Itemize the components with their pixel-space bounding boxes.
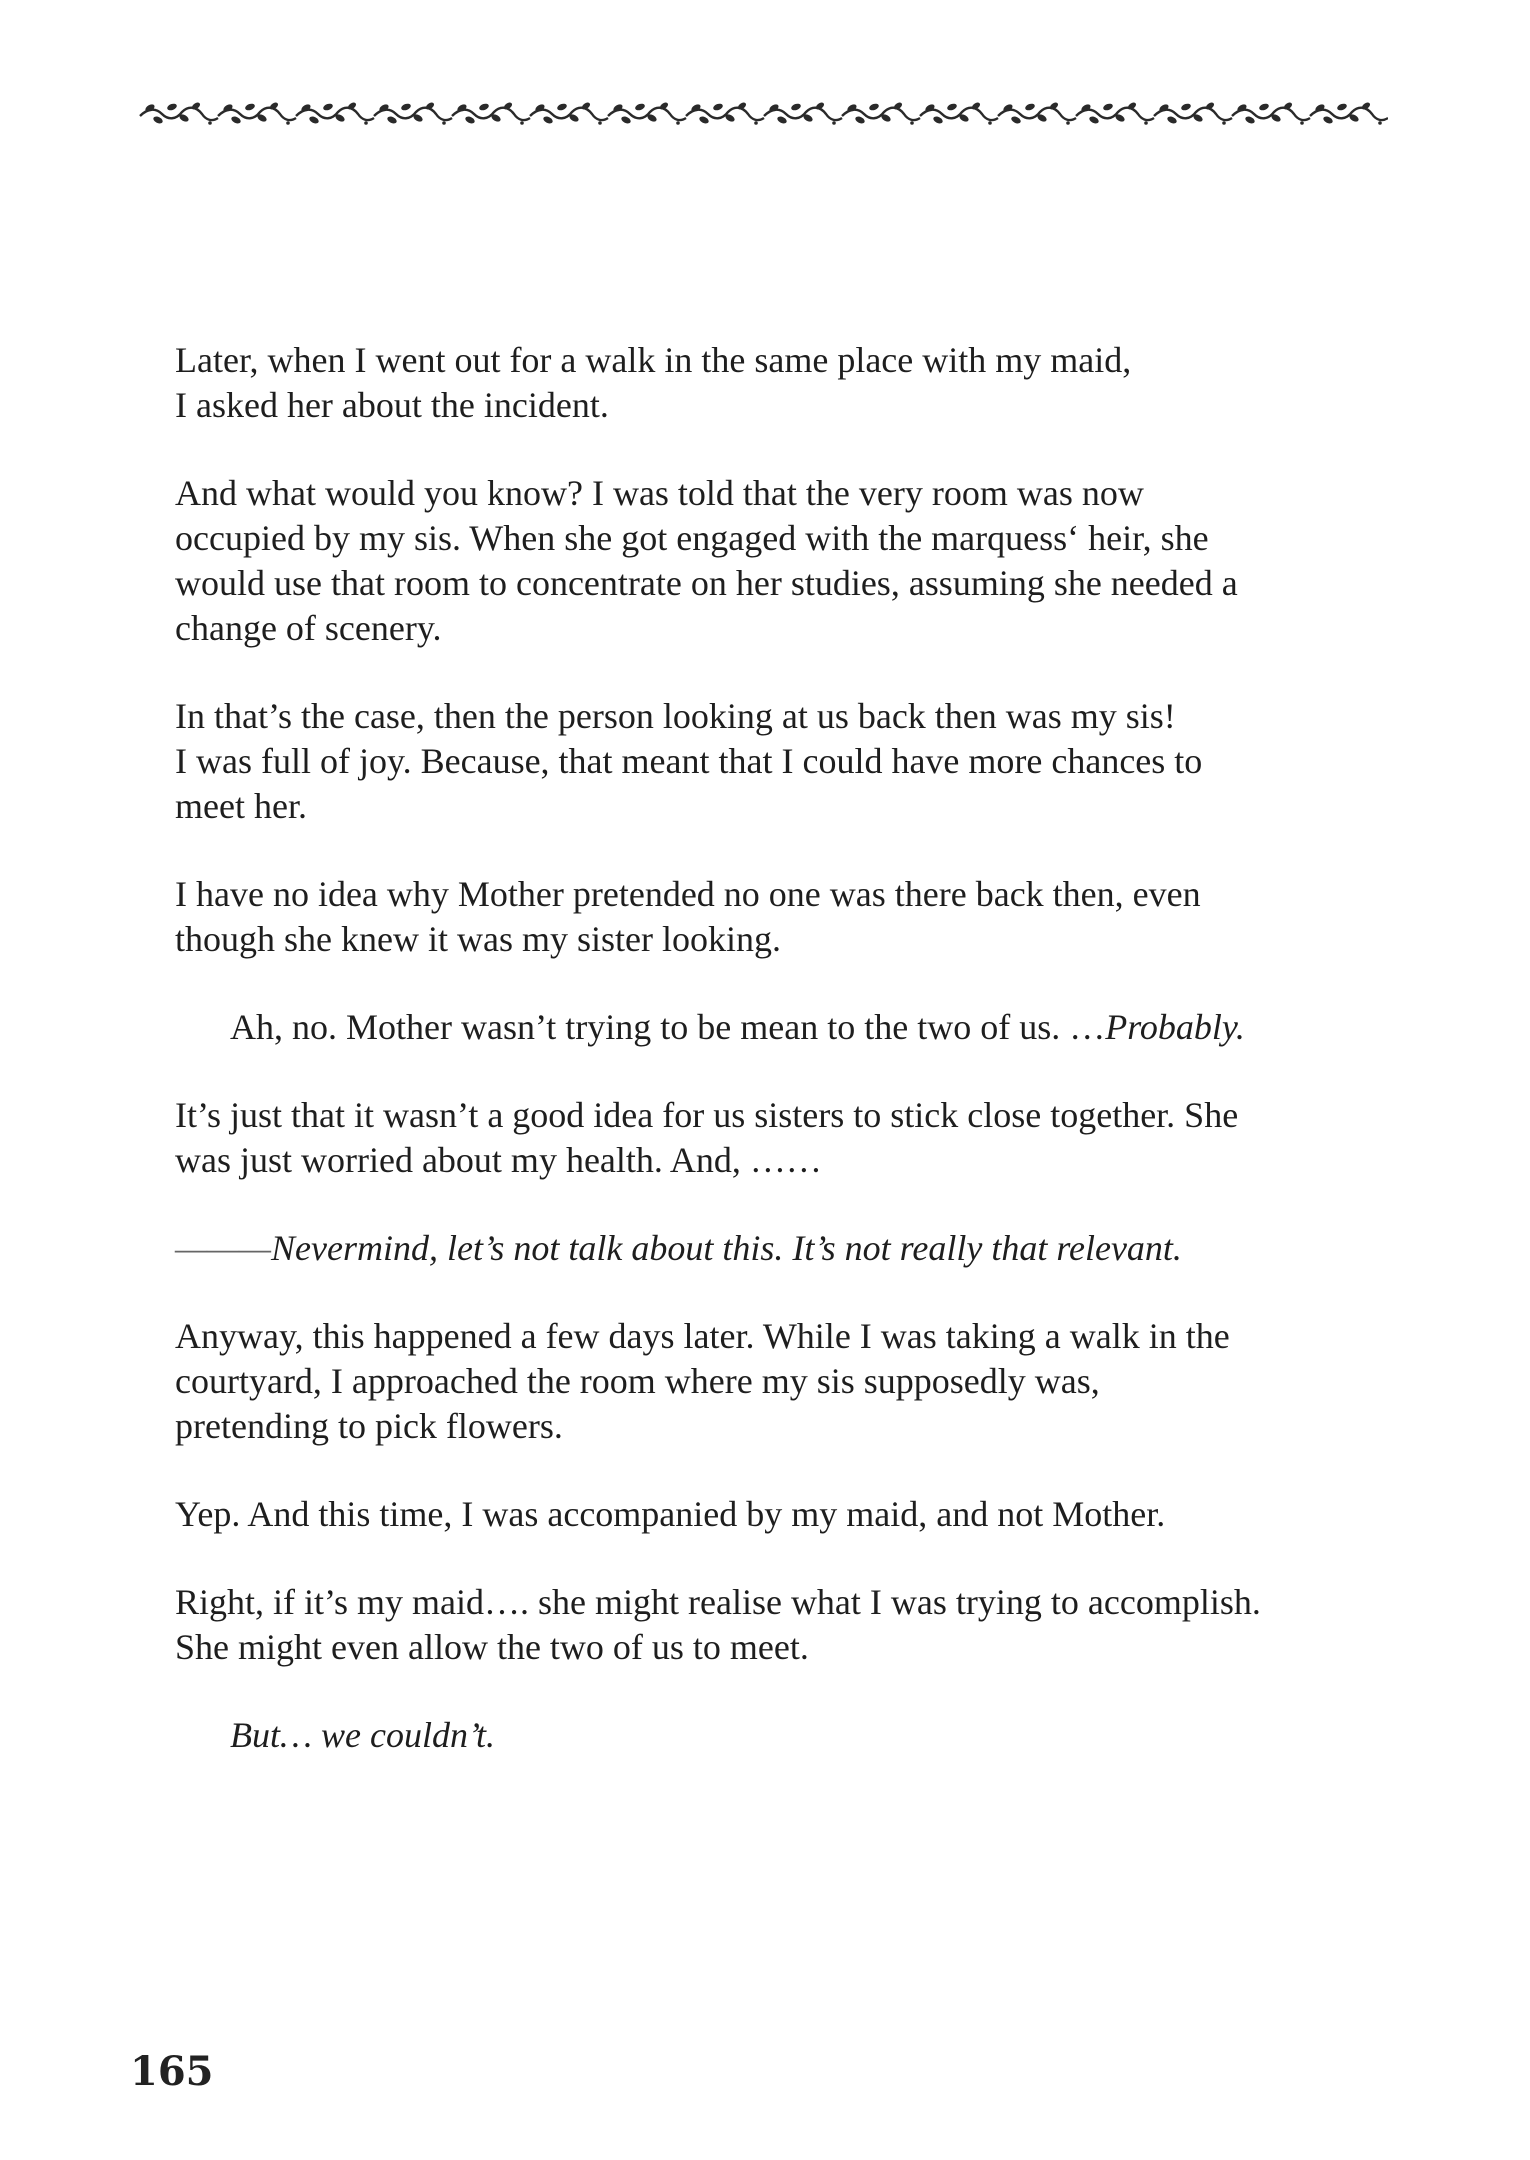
vine-border-icon (138, 96, 1388, 130)
paragraph-9 (175, 1492, 1415, 1537)
text-line: was just worried about my health. And, …… (175, 1140, 822, 1180)
emphasis-text: Probably. (1105, 1007, 1245, 1047)
paragraph-4 (175, 872, 1415, 962)
text-line: And what would you know? I was told that the very room was now (175, 473, 1144, 513)
paragraph-2 (175, 471, 1415, 651)
text-line: though she knew it was my sister looking. (175, 919, 781, 959)
paragraph-11 (175, 1713, 1415, 1758)
text-line: In that’s the case, then the person looking at us back then was my sis! (175, 696, 1176, 736)
text-line: It’s just that it wasn’t a good idea for us sisters to stick close together. She (175, 1095, 1239, 1135)
text-line: Later, when I went out for a walk in the same place with my maid, (175, 340, 1132, 380)
page-number: 165 (130, 2048, 214, 2095)
text-line: Yep. And this time, I was accompanied by my maid, and not Mother. (175, 1494, 1166, 1534)
text-line: I was full of joy. Because, that meant that I could have more chances to (175, 741, 1203, 781)
paragraph-5 (175, 1005, 1415, 1050)
text-line: Ah, no. Mother wasn’t trying to be mean to the two of us. … (230, 1007, 1106, 1047)
text-line: courtyard, I approached the room where my sis supposedly was, (175, 1361, 1100, 1401)
text-line: I have no idea why Mother pretended no one was there back then, even (175, 874, 1201, 914)
text-line: Anyway, this happened a few days later. While I was taking a walk in the (175, 1316, 1230, 1356)
text-line: occupied by my sis. When she got engaged with the marquess‘ heir, she (175, 518, 1209, 558)
text-line: pretending to pick flowers. (175, 1406, 563, 1446)
paragraph-10 (175, 1580, 1415, 1670)
text-line: meet her. (175, 786, 307, 826)
text-line: I asked her about the incident. (175, 385, 609, 425)
paragraph-8 (175, 1314, 1415, 1449)
paragraph-1 (175, 338, 1415, 428)
text-line: Right, if it’s my maid…. she might realise what I was trying to accomplish. (175, 1582, 1261, 1622)
page-body (175, 338, 1415, 1801)
text-line: But… we couldn’t. (230, 1715, 495, 1755)
paragraph-7 (175, 1226, 1415, 1271)
em-dashes: ——— (175, 1228, 272, 1268)
text-line: change of scenery. (175, 608, 442, 648)
text-line: She might even allow the two of us to meet. (175, 1627, 809, 1667)
paragraph-3 (175, 694, 1415, 829)
text-line: would use that room to concentrate on her studies, assuming she needed a (175, 563, 1238, 603)
paragraph-6 (175, 1093, 1415, 1183)
text-line: Nevermind, let’s not talk about this. It’s not really that relevant. (271, 1228, 1182, 1268)
